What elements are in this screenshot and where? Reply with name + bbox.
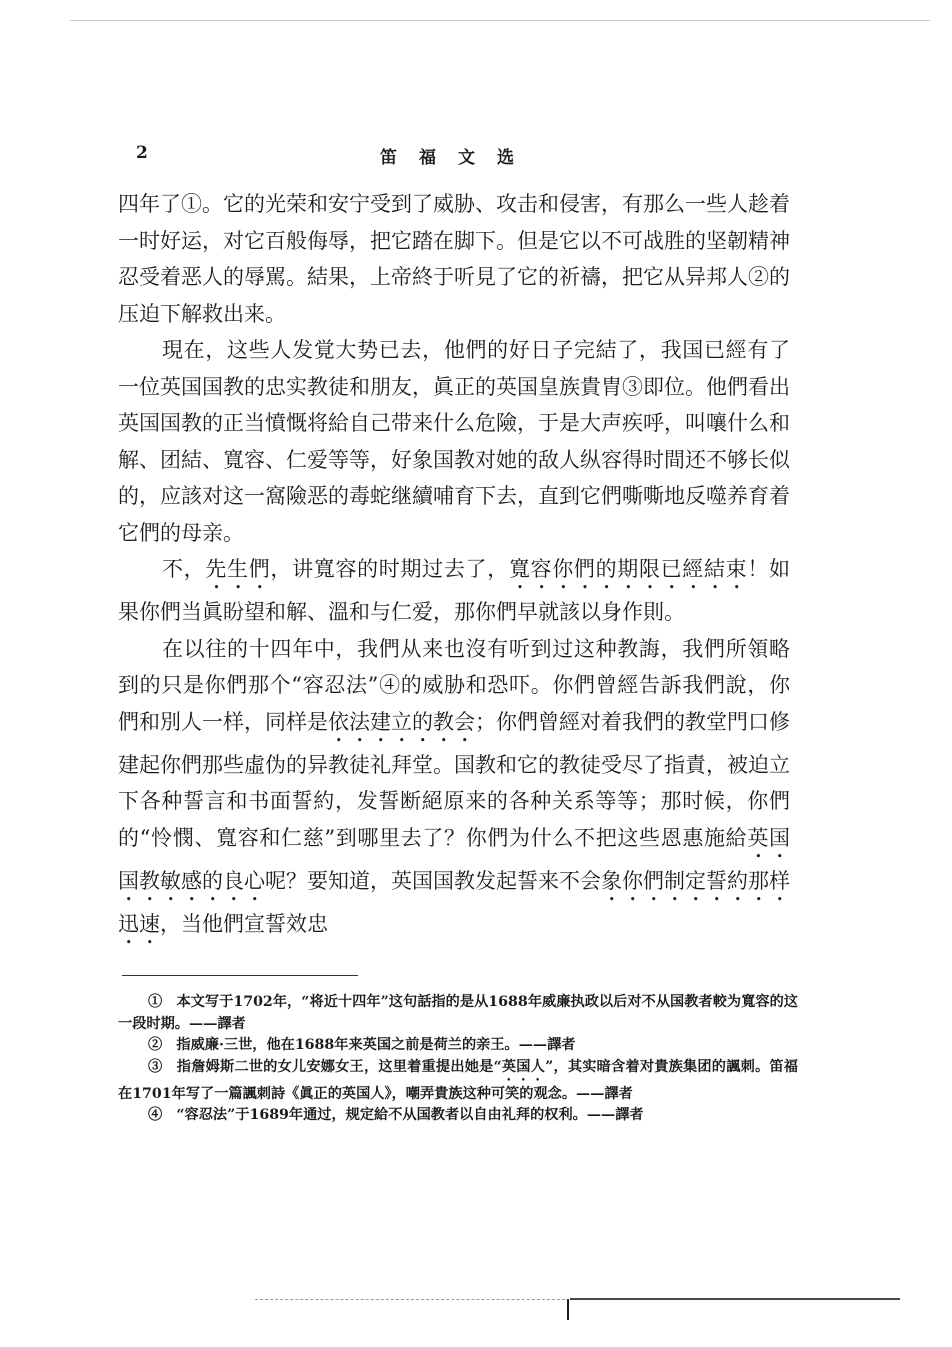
footnote-4: ④ “容忍法”于1689年通过，规定給不从国教者以自由礼拜的权利。——譯者 <box>148 1107 644 1123</box>
paragraph-3-text: 不， <box>162 557 206 581</box>
paragraph-3 <box>118 551 790 631</box>
paragraph-4-text: ，当他們宣誓效忠 <box>160 911 328 936</box>
footnote-3-text: ”，其实暗含着对貴族集团的諷刺。笛福在1701年写了一篇諷刺詩《眞正的英国人》，嘲弄貴族这种可笑的观念。——譯者 <box>118 1058 798 1102</box>
body-text <box>118 186 790 949</box>
footnote-3 <box>118 1057 798 1106</box>
bottom-scan-line-right <box>570 1298 900 1300</box>
footnote-2: ② 指威廉·三世，他在1688年来英国之前是荷兰的亲王。——譯者 <box>148 1037 576 1053</box>
running-title: 笛福文选 <box>380 148 536 168</box>
paragraph-4-text: 在以往的十四年中，我們从来也沒有听到过这种教誨，我們所領略到的只是你們那个“容忍法”④的威胁和恐吓。你們曾經告訴我們說，你們和別人一样，同样是 <box>118 636 790 734</box>
bottom-scan-line-left <box>255 1299 565 1300</box>
footnote-1: ① 本文写于1702年，“将近十四年”这句話指的是从1688年威廉执政以后对不从国教者較为寬容的这一段时期。——譯者 <box>118 994 798 1032</box>
emphasis-tolerance-ended: 寬容你們的期限已經結束 <box>508 557 748 581</box>
emphasis-sirs: 先生們 <box>205 557 271 581</box>
paragraph-4-text: 呢？要知道，英国国教发起誓来不会 <box>265 868 601 893</box>
emphasis-lawful-church: 依法建立的教会 <box>328 709 475 734</box>
bottom-scan-mark <box>567 1299 569 1320</box>
emphasis-sensitive-conscience: 英国国教敏感的良心 <box>118 825 790 893</box>
emphasis-englishman: 英国人 <box>501 1058 546 1075</box>
page-header <box>118 143 790 167</box>
paragraph-4-text: ；你們曾經对着我們的教堂門口修建起你們那些虛伪的异教徒礼拜堂。国教和它的教徒受尽了指責，被迫立下各种誓言和书面誓約，发誓断絕原来的各种关系等等；那时候，你們的“怜憫、寬容和仁慈”到哪里去了？你們为什么不把这些恩惠施給 <box>118 709 790 850</box>
footnote-3-text: ③ 指詹姆斯二世的女儿安娜女王，这里着重提出她是“ <box>148 1058 502 1075</box>
paragraph-2: 現在，这些人发覚大势已去，他們的好日子完結了，我国已經有了一位英国国教的忠实教徒和朋友，眞正的英国皇族貴胄③即位。他們看出英国国教的正当憤慨将給自己带来什么危險，于是大声疾呼，叫嚷什么和解、团結、寬容、仁爱等等，好象国教对她的敌人纵容得时間还不够长似的，应該对这一窩險恶的毒蛇继續哺育下去，直到它們嘶嘶地反噬养育着它們的母亲。 <box>118 338 790 545</box>
paragraph-4 <box>118 631 790 949</box>
emphasis-oath-speed: 象你們制定誓約那样迅速 <box>118 868 790 936</box>
footnotes <box>118 992 798 1127</box>
top-border-line <box>70 20 930 21</box>
footnote-divider <box>122 975 358 976</box>
page-number: 2 <box>136 143 148 163</box>
paragraph-3-text: ，讲寬容的时期过去了， <box>270 557 509 581</box>
paragraph-1: 四年了①。它的光荣和安宁受到了威胁、攻击和侵害，有那么一些人趁着一时好运，对它百般侮辱，把它踏在脚下。但是它以不可战胜的坚韌精神忍受着恶人的辱駡。結果，上帝終于听見了它的祈禱，把它从异邦人②的压迫下解救出来。 <box>118 192 790 326</box>
paragraph-3-text: ！如果你們当眞盼望和解、溫和与仁爱，那你們早就該以身作則。 <box>118 557 791 624</box>
